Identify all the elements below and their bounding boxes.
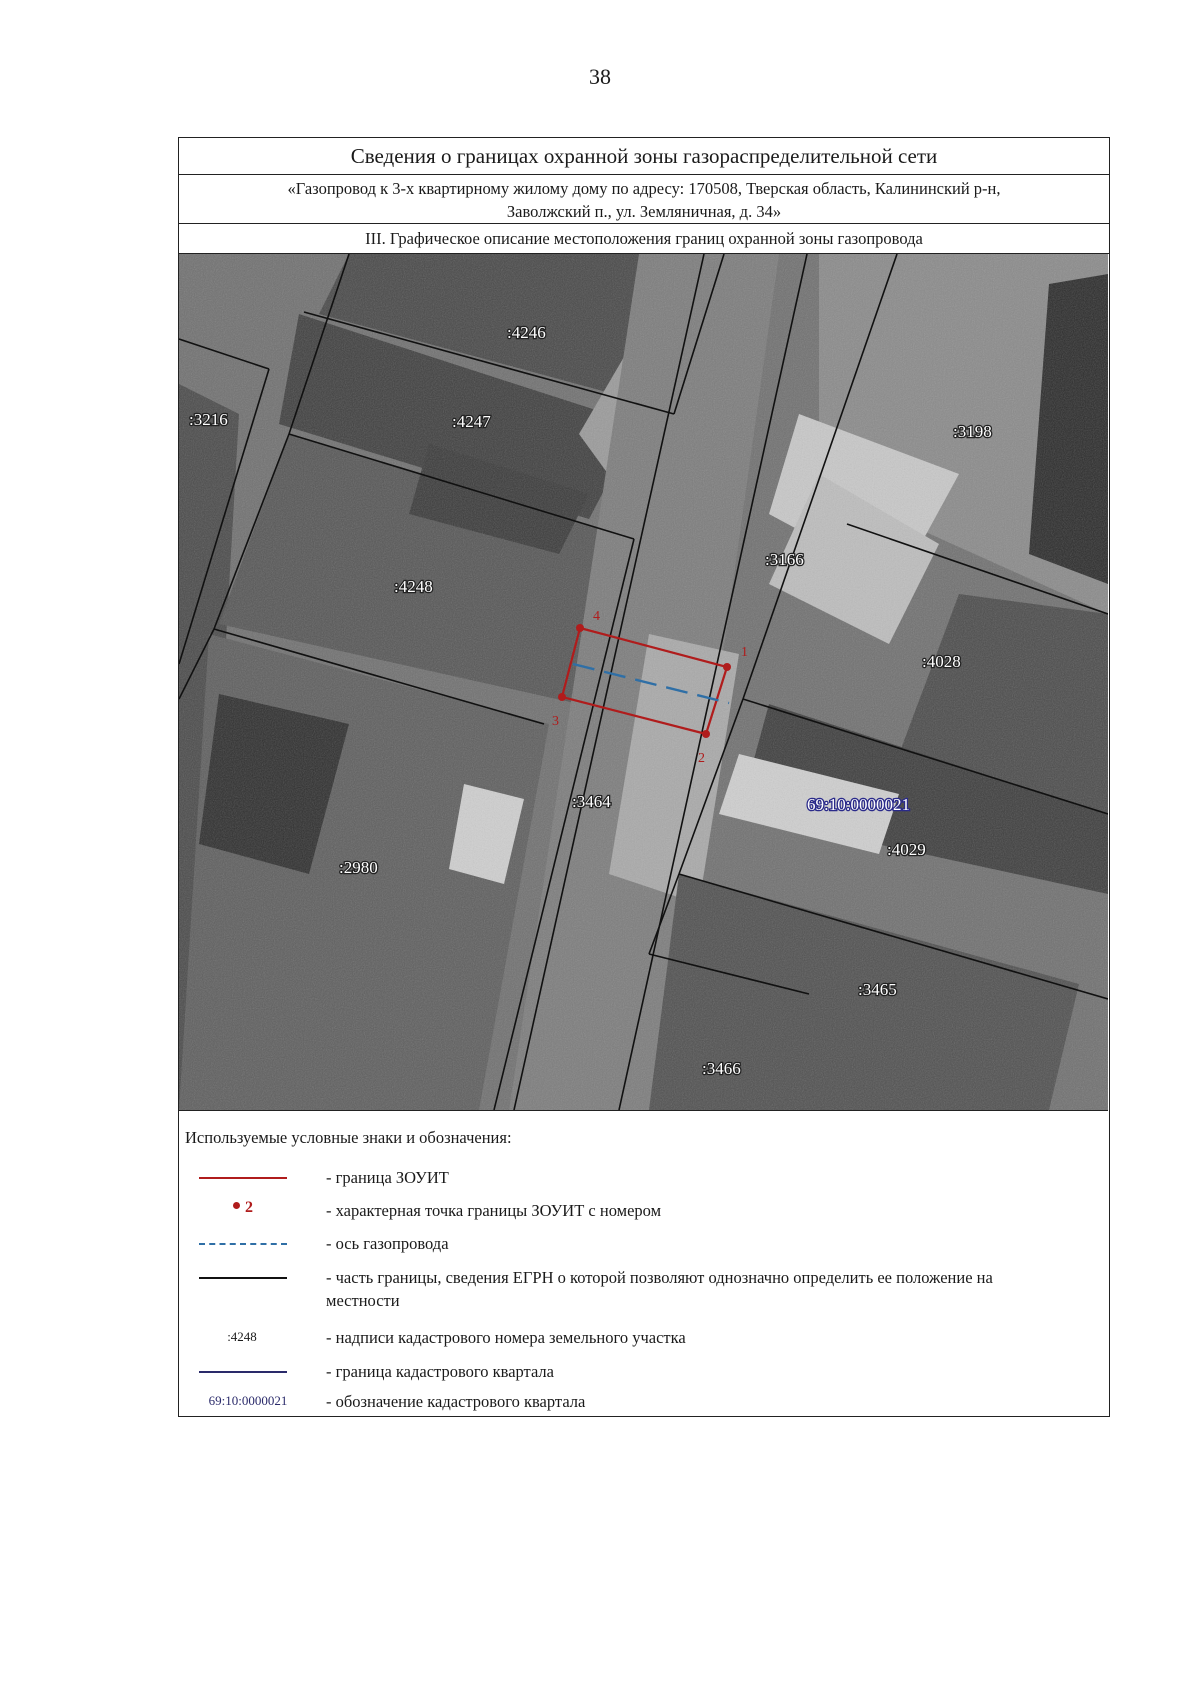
parcel-label: :4029: [887, 840, 926, 859]
legend-symbol: [187, 1326, 297, 1350]
legend-text: - обозначение кадастрового квартала: [326, 1392, 586, 1411]
object-description-line2: Заволжский п., ул. Земляничная, д. 34»: [506, 202, 782, 221]
legend-parcel-label-sample: :4248: [227, 1329, 257, 1344]
legend-text: - часть границы, сведения ЕГРН о которой позволяют однозначно определить ее положение на местности: [326, 1268, 993, 1310]
legend-text: - граница ЗОУИТ: [326, 1168, 449, 1187]
parcel-label: :3198: [953, 422, 992, 441]
legend-symbol: [187, 1360, 297, 1384]
point-label-3: 3: [552, 714, 559, 729]
parcel-label: :4028: [922, 652, 961, 671]
parcel-label: :3466: [702, 1059, 741, 1078]
legend-symbol: [187, 1266, 297, 1290]
parcel-label: :4247: [452, 412, 491, 431]
parcel-label: :3216: [189, 410, 228, 429]
legend-symbol: [187, 1232, 297, 1256]
legend-text: - граница кадастрового квартала: [326, 1362, 554, 1381]
document-frame: [178, 137, 1110, 1417]
red-line-icon: [199, 1177, 287, 1179]
zouit-point-1[interactable]: [723, 663, 731, 671]
parcel-label: :3465: [858, 980, 897, 999]
page-number: 38: [589, 64, 611, 89]
legend-point-number: 2: [245, 1199, 253, 1216]
legend-text: - надписи кадастрового номера земельного участка: [326, 1328, 686, 1347]
legend-symbol: [187, 1199, 297, 1223]
point-label-1: 1: [741, 645, 748, 660]
legend-symbol: [187, 1166, 297, 1190]
point-label-2: 2: [698, 751, 705, 766]
parcel-label: :3166: [765, 550, 804, 569]
parcel-label: :2980: [339, 858, 378, 877]
point-label-4: 4: [593, 609, 600, 624]
section-heading: III. Графическое описание местоположения границ охранной зоны газопровода: [179, 224, 1109, 254]
parcel-label: :4248: [394, 577, 433, 596]
parcel-label: :3464: [572, 792, 611, 811]
object-description-line1: «Газопровод к 3-х квартирному жилому дому по адресу: 170508, Тверская область, Калининский р-н,: [287, 179, 1001, 198]
object-description: [179, 175, 1109, 224]
legend-symbol: [187, 1390, 297, 1414]
legend-text: - характерная точка границы ЗОУИТ с номером: [326, 1201, 662, 1220]
zouit-point-3[interactable]: [558, 693, 566, 701]
page-title: Сведения о границах охранной зоны газораспределительной сети: [179, 138, 1109, 175]
zouit-point-4[interactable]: [576, 624, 584, 632]
map-canvas: [179, 254, 1108, 1110]
parcel-label: :4246: [507, 323, 546, 342]
blue-dashed-line-icon: [199, 1243, 287, 1245]
zouit-point-2[interactable]: [702, 730, 710, 738]
legend: [179, 1111, 1109, 1411]
legend-text: - ось газопровода: [326, 1234, 449, 1253]
quarter-label: 69:10:0000021: [807, 795, 910, 814]
red-point-icon: [233, 1202, 240, 1209]
legend-quarter-label-sample: 69:10:0000021: [208, 1393, 288, 1408]
black-line-icon: [199, 1277, 287, 1279]
navy-line-icon: [199, 1371, 287, 1373]
legend-title: Используемые условные знаки и обозначения:: [185, 1128, 512, 1147]
cadastral-map[interactable]: [179, 254, 1108, 1111]
